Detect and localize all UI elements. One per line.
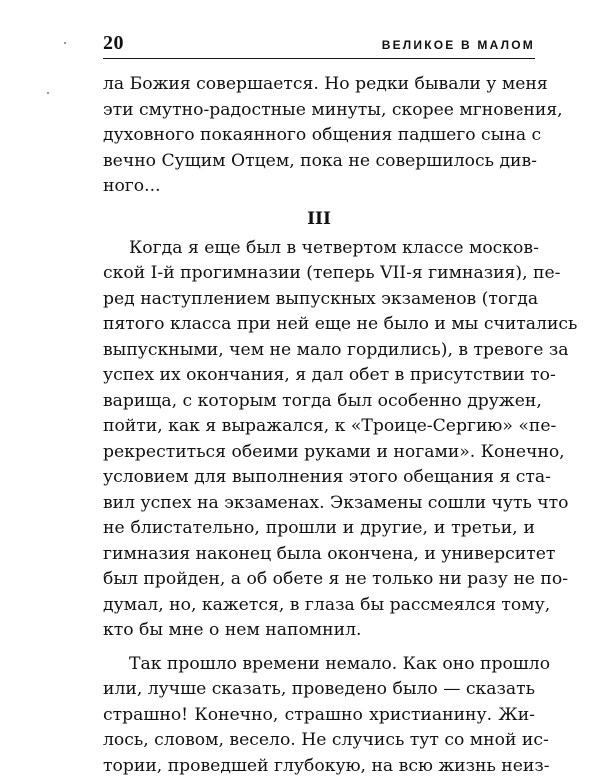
text-line: пятого класса при ней еще не было и мы считались	[103, 312, 535, 338]
text-line: эти смутно-радостные минуты, скорее мгновения,	[103, 98, 535, 124]
section-heading: III	[103, 206, 535, 232]
text-line: вил успех на экзаменах. Экзамены сошли чуть что	[103, 491, 535, 517]
text-line: гимназия наконец была окончена, и университет	[103, 542, 535, 568]
running-title: ВЕЛИКОЕ В МАЛОМ	[382, 38, 535, 52]
paragraph-continuation	[103, 72, 535, 200]
text-line: ла Божия совершается. Но редки бывали у меня	[103, 72, 535, 98]
paragraph	[103, 236, 535, 644]
text-line: кто бы мне о нем напомнил.	[103, 618, 535, 644]
running-header	[103, 30, 535, 59]
text-line: думал, но, кажется, в глаза бы рассмеялся тому,	[103, 593, 535, 619]
text-line: страшно! Конечно, страшно христианину. Жи-	[103, 703, 535, 729]
scan-speck	[64, 42, 66, 44]
page-number: 20	[103, 32, 124, 55]
scan-speck	[47, 92, 49, 94]
text-line: или, лучше сказать, проведено было — сказать	[103, 677, 535, 703]
paragraph	[103, 652, 535, 779]
paragraph-gap	[103, 644, 535, 652]
text-line: Когда я еще был в четвертом классе москов-	[103, 236, 535, 262]
text-line: тории, проведшей глубокую, на всю жизнь неиз-	[103, 754, 535, 779]
text-line: Так прошло времени немало. Как оно прошло	[103, 652, 535, 678]
text-line: был пройден, а об обете я не только ни разу не по-	[103, 567, 535, 593]
text-line: ред наступлением выпускных экзаменов (тогда	[103, 287, 535, 313]
text-line: успех их окончания, я дал обет в присутствии то-	[103, 363, 535, 389]
text-line: варища, с которым тогда был особенно дружен,	[103, 389, 535, 415]
text-line: выпускными, чем не мало гордились), в тревоге за	[103, 338, 535, 364]
body-text	[103, 72, 535, 779]
text-line: ного...	[103, 174, 535, 200]
text-line: духовного покаянного общения падшего сына с	[103, 123, 535, 149]
text-line: вечно Сущим Отцем, пока не совершилось див-	[103, 149, 535, 175]
text-line: пойти, как я выражался, к «Троице-Сергию» «пе-	[103, 414, 535, 440]
text-line: ской I-й прогимназии (теперь VII-я гимназия), пе-	[103, 261, 535, 287]
text-line: условием для выполнения этого обещания я ста-	[103, 465, 535, 491]
text-line: рекреститься обеими руками и ногами». Конечно,	[103, 440, 535, 466]
text-line: не блистательно, прошли и другие, и третьи, и	[103, 516, 535, 542]
text-line: лось, словом, весело. Не случись тут со мной ис-	[103, 728, 535, 754]
